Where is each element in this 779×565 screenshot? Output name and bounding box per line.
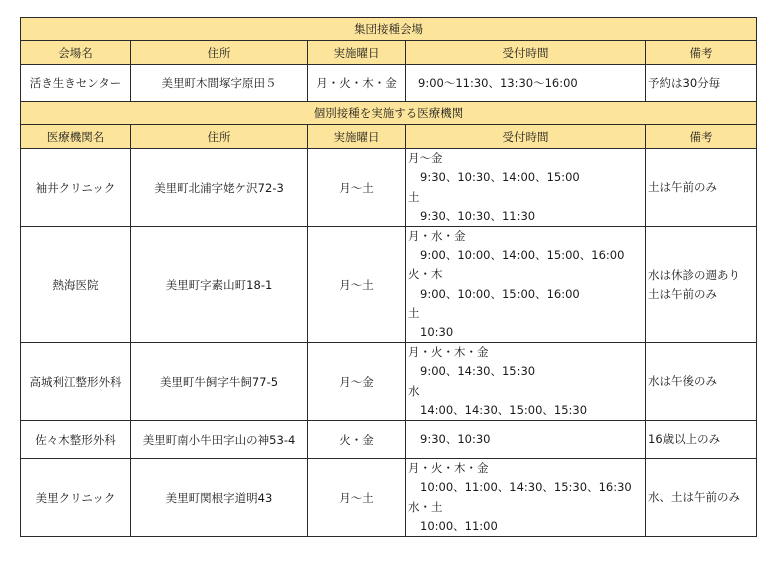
note-line: 16歳以上のみ bbox=[648, 432, 721, 447]
time-line: 月・水・金 bbox=[408, 229, 466, 243]
venue-days: 月・火・木・金 bbox=[308, 65, 406, 102]
institution-notes bbox=[646, 421, 757, 459]
institution-notes bbox=[646, 227, 757, 343]
institution-time bbox=[406, 227, 646, 343]
time-line: 9:30、10:30、14:00、15:00 bbox=[420, 170, 580, 185]
venue-notes: 予約は30分毎 bbox=[646, 65, 757, 102]
institution-days: 月～土 bbox=[308, 149, 406, 227]
venue-time: 9:00～11:30、13:30～16:00 bbox=[406, 65, 646, 102]
institution-name: 佐々木整形外科 bbox=[21, 421, 131, 459]
time-line: 10:00、11:00、14:30、15:30、16:30 bbox=[420, 480, 632, 495]
note-line: 土は午前のみ bbox=[648, 286, 717, 301]
individual-header-row bbox=[21, 125, 757, 149]
header-notes: 備考 bbox=[646, 125, 757, 149]
note-line: 土は午前のみ bbox=[648, 180, 717, 194]
header-days: 実施曜日 bbox=[308, 41, 406, 65]
institution-address: 美里町関根字道明43 bbox=[131, 459, 308, 537]
institution-notes bbox=[646, 459, 757, 537]
note-line: 水は休診の週あり bbox=[648, 267, 740, 282]
institution-days: 火・金 bbox=[308, 421, 406, 459]
group-section-title-row bbox=[21, 18, 757, 41]
institution-days: 月～土 bbox=[308, 459, 406, 537]
header-institution-name: 医療機関名 bbox=[21, 125, 131, 149]
header-days: 実施曜日 bbox=[308, 125, 406, 149]
time-line: 10:30 bbox=[420, 325, 454, 340]
venue-name: 活き生きセンター bbox=[21, 65, 131, 102]
group-header-row bbox=[21, 41, 757, 65]
note-line: 水は午後のみ bbox=[648, 374, 717, 389]
group-section-title: 集団接種会場 bbox=[21, 18, 757, 41]
time-line: 9:00、10:00、15:00、16:00 bbox=[420, 286, 580, 301]
institution-address: 美里町牛飼字牛飼77-5 bbox=[131, 343, 308, 421]
institution-name: 美里クリニック bbox=[21, 459, 131, 537]
time-line: 10:00、11:00 bbox=[420, 518, 498, 533]
time-line: 火・木 bbox=[408, 267, 443, 282]
institution-name: 袖井クリニック bbox=[21, 149, 131, 227]
time-line: 土 bbox=[408, 189, 420, 204]
institution-notes bbox=[646, 149, 757, 227]
table-row bbox=[21, 421, 757, 459]
time-line: 月～金 bbox=[408, 151, 443, 166]
time-line: 9:30、10:30 bbox=[420, 431, 491, 446]
institution-notes bbox=[646, 343, 757, 421]
institution-address: 美里町北浦字姥ケ沢72-3 bbox=[131, 149, 308, 227]
header-notes: 備考 bbox=[646, 41, 757, 65]
time-line: 水 bbox=[408, 383, 420, 398]
header-reception-time: 受付時間 bbox=[406, 125, 646, 149]
institution-address: 美里町字素山町18-1 bbox=[131, 227, 308, 343]
individual-section-title-row bbox=[21, 102, 757, 125]
time-line: 9:30、10:30、11:30 bbox=[420, 208, 536, 223]
individual-section-title: 個別接種を実施する医療機関 bbox=[21, 102, 757, 125]
institution-name: 熱海医院 bbox=[21, 227, 131, 343]
header-reception-time: 受付時間 bbox=[406, 41, 646, 65]
header-address: 住所 bbox=[131, 125, 308, 149]
table-row bbox=[21, 459, 757, 537]
time-line: 月・火・木・金 bbox=[408, 461, 489, 476]
institution-name: 高城利江整形外科 bbox=[21, 343, 131, 421]
time-line: 土 bbox=[408, 305, 420, 320]
venue-address: 美里町木間塚字原田５ bbox=[131, 65, 308, 102]
table-row bbox=[21, 227, 757, 343]
institution-days: 月～金 bbox=[308, 343, 406, 421]
time-line: 月・火・木・金 bbox=[408, 345, 489, 360]
note-line: 水、土は午前のみ bbox=[648, 490, 740, 505]
table-row bbox=[21, 65, 757, 102]
table-row bbox=[21, 343, 757, 421]
institution-time bbox=[406, 459, 646, 537]
header-venue-name: 会場名 bbox=[21, 41, 131, 65]
time-line: 水・土 bbox=[408, 499, 443, 514]
time-line: 9:00、14:30、15:30 bbox=[420, 364, 536, 379]
vaccination-schedule-table bbox=[20, 17, 757, 537]
institution-address: 美里町南小牛田字山の神53-4 bbox=[131, 421, 308, 459]
time-line: 9:00、10:00、14:00、15:00、16:00 bbox=[420, 248, 625, 263]
institution-time bbox=[406, 149, 646, 227]
header-address: 住所 bbox=[131, 41, 308, 65]
institution-time bbox=[406, 421, 646, 459]
time-line: 14:00、14:30、15:00、15:30 bbox=[420, 402, 588, 417]
institution-time bbox=[406, 343, 646, 421]
institution-days: 月～土 bbox=[308, 227, 406, 343]
table-row bbox=[21, 149, 757, 227]
